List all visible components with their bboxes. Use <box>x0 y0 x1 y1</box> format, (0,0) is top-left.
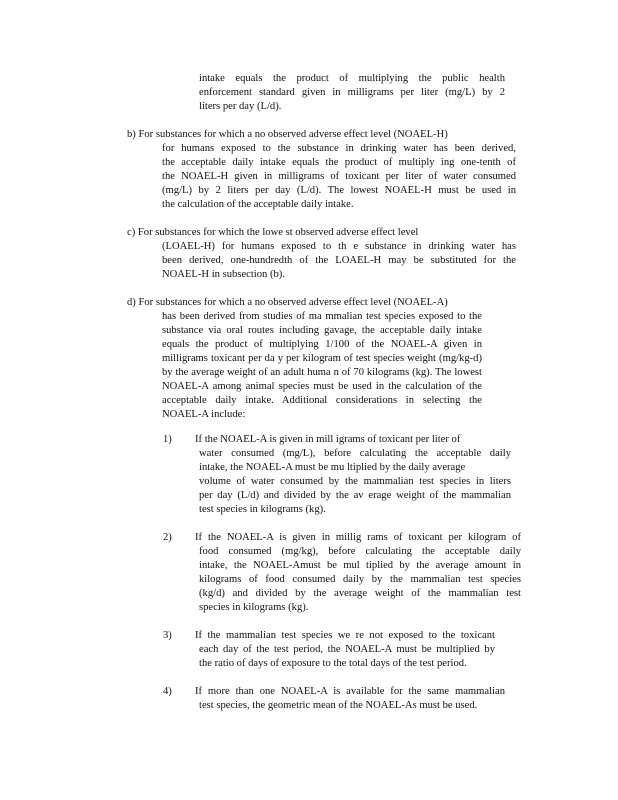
text-line: NOAEL-A among animal species must be used in the calculation of the <box>162 381 482 392</box>
text-line: If the mammalian test species we re not exposed to the toxicant <box>195 630 495 641</box>
text-line: volume of water consumed by the mammalian test species in liters <box>199 476 511 487</box>
text-line: acceptable daily intake. Additional considerations in selecting the <box>162 395 482 406</box>
sub-item-marker: 2) <box>163 532 172 543</box>
text-line: each day of the test period, the NOAEL-A must be multiplied by <box>199 644 495 655</box>
text-line: for humans exposed to the substance in drinking water has been derived, <box>162 143 516 154</box>
text-line: kilograms of food consumed daily by the mammalian test species <box>199 574 521 585</box>
text-line: the NOAEL-H given in milligrams of toxicant per liter of water consumed <box>162 171 516 182</box>
item-first-line: For substances for which a no observed adverse effect level (NOAEL-A) <box>138 297 448 308</box>
sub-item-marker: 1) <box>163 434 172 445</box>
text-line: the calculation of the acceptable daily intake. <box>162 199 354 210</box>
item-marker: c) <box>127 227 136 238</box>
text-line: NOAEL-A include: <box>162 409 246 420</box>
text-line: intake, the NOAEL-Amust be mul tiplied by the average amount in <box>199 560 521 571</box>
text-line: test species in kilograms (kg). <box>199 504 326 515</box>
list-item-d <box>127 296 516 422</box>
text-line: species in kilograms (kg). <box>199 602 309 613</box>
sub-item-marker: 3) <box>163 630 172 641</box>
text-line: intake equals the product of multiplying the public health <box>199 73 505 84</box>
text-line: the acceptable daily intake equals the product of multiply ing one-tenth of <box>162 157 516 168</box>
text-line: per day (L/d) and divided by the av erage weight of the mammalian <box>199 490 511 501</box>
text-line: food consumed (mg/kg), before calculating the acceptable daily <box>199 546 521 557</box>
text-line: (mg/L) by 2 liters per day (L/d). The lowest NOAEL-H must be used in <box>162 185 516 196</box>
text-line: NOAEL-H in subsection (b). <box>162 269 285 280</box>
text-line <box>127 128 516 142</box>
item-marker: d) <box>127 297 136 308</box>
text-line: by the average weight of an adult huma n of 70 kilograms (kg). The lowest <box>162 367 482 378</box>
sub-item-marker: 4) <box>163 686 172 697</box>
text-line: been derived, one-hundredth of the LOAEL-H may be substituted for the <box>162 255 516 266</box>
text-line <box>127 296 516 310</box>
text-line: substance via oral routes including gavage, the acceptable daily intake <box>162 325 482 336</box>
text-line: (LOAEL-H) for humans exposed to th e substance in drinking water has <box>162 241 516 252</box>
continuation-paragraph <box>199 72 505 114</box>
text-line: If more than one NOAEL-A is available for the same mammalian <box>195 686 505 697</box>
list-item-b <box>127 128 516 212</box>
text-line: milligrams toxicant per da y per kilogram of test species weight (mg/kg-d) <box>162 353 482 364</box>
text-line: has been derived from studies of ma mmalian test species exposed to the <box>162 311 482 322</box>
text-line: If the NOAEL-A is given in mill igrams of toxicant per liter of <box>195 434 461 445</box>
text-line: intake, the NOAEL-A must be mu ltiplied by the daily average <box>199 462 466 473</box>
text-line: liters per day (L/d). <box>199 101 282 112</box>
item-marker: b) <box>127 129 136 140</box>
text-line <box>127 226 516 240</box>
item-first-line: For substances for which the lowe st observed adverse effect level <box>137 227 419 238</box>
text-line: enforcement standard given in milligrams per liter (mg/L) by 2 <box>199 87 505 98</box>
text-line: (kg/d) and divided by the average weight of the mammalian test <box>199 588 521 599</box>
text-line: water consumed (mg/L), before calculating the acceptable daily <box>199 448 511 459</box>
text-line: the ratio of days of exposure to the total days of the test period. <box>199 658 467 669</box>
list-item-c <box>127 226 516 282</box>
text-line: If the NOAEL-A is given in millig rams of toxicant per kilogram of <box>195 532 521 543</box>
item-first-line: For substances for which a no observed adverse effect level (NOAEL-H) <box>138 129 448 140</box>
text-line: test species, the geometric mean of the NOAEL-As must be used. <box>199 700 478 711</box>
text-line: equals the product of multiplying 1/100 of the NOAEL-A given in <box>162 339 482 350</box>
